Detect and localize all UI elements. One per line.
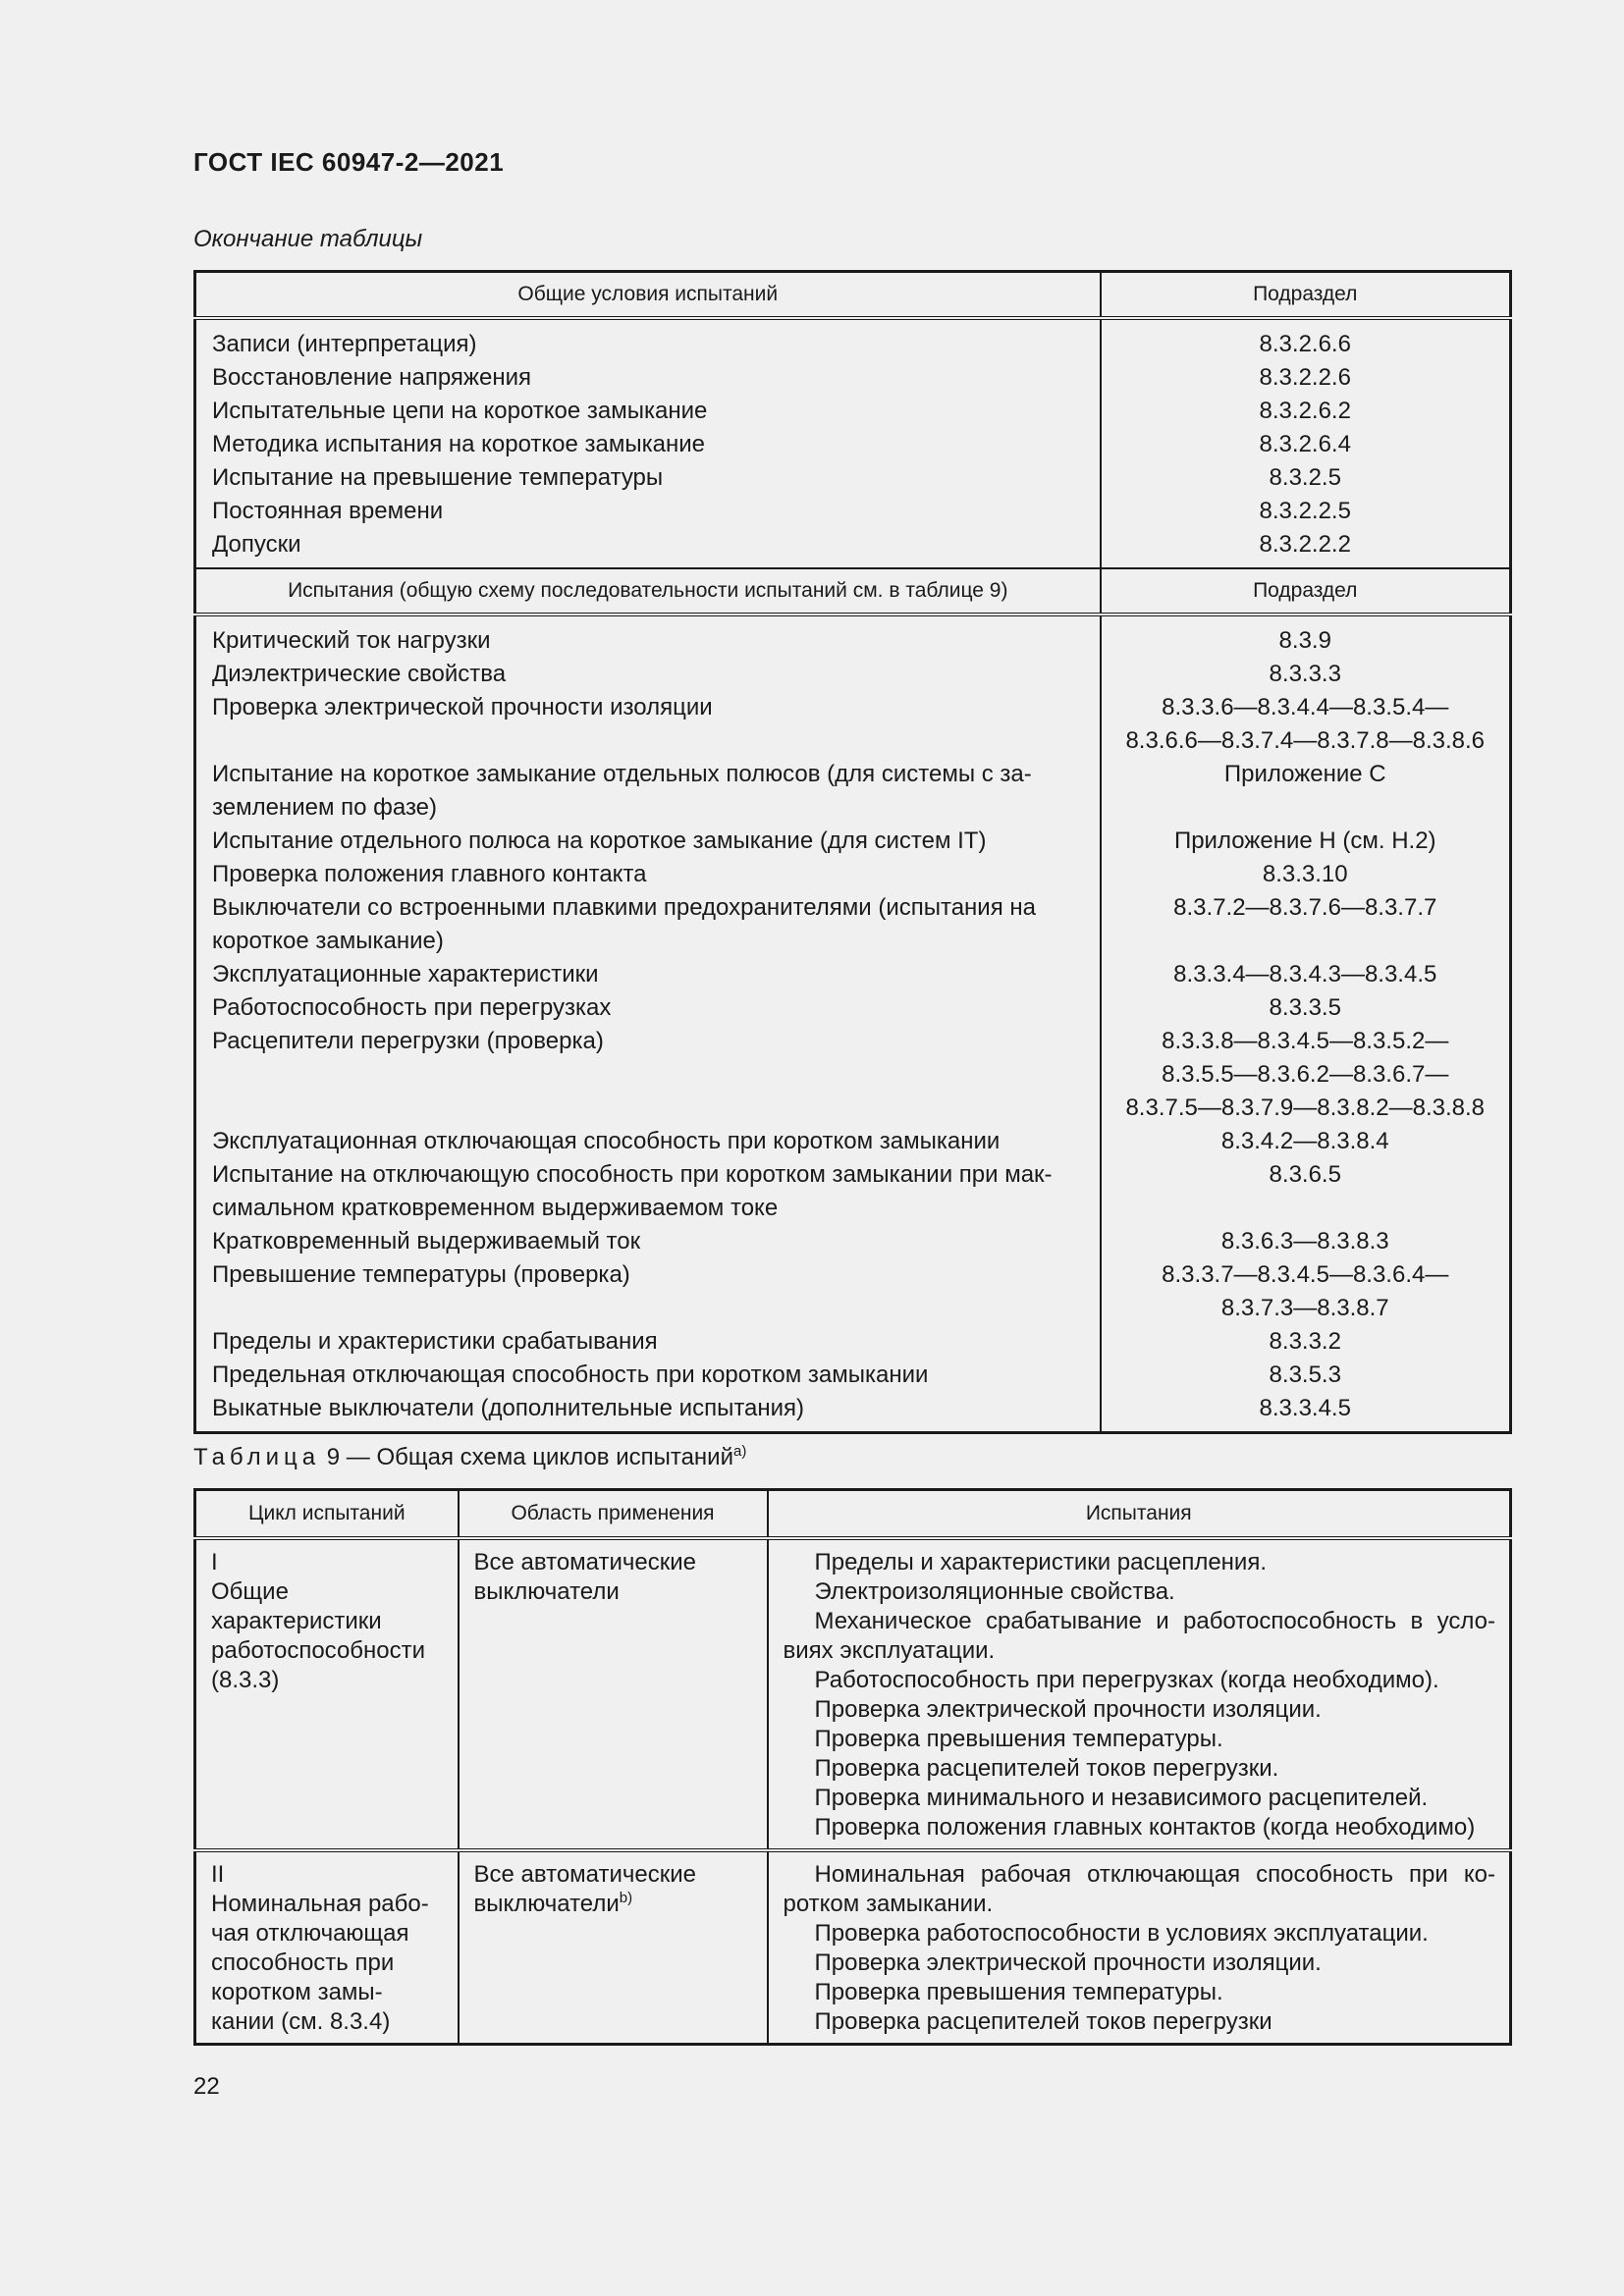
subsection-ref — [1101, 1025, 1511, 1125]
test-item: Проверка превышения температуры. — [814, 1726, 1223, 1752]
test-name — [195, 495, 1101, 528]
test-item: Проверка расцепителей токов перегрузки. — [814, 1755, 1279, 1782]
subsection-ref-line: 8.3.7.2—8.3.7.6—8.3.7.7 — [1173, 894, 1437, 921]
test-item: Проверка расцепителей токов перегрузки — [814, 2008, 1272, 2035]
subsection-ref-line: 8.3.6.5 — [1269, 1161, 1341, 1188]
test-name-line: Расцепители перегрузки (проверка) — [212, 1028, 604, 1054]
table-row — [195, 1359, 1511, 1392]
test-name — [195, 1258, 1101, 1325]
test-item: Проверка положения главных контактов (когда необходимо) — [814, 1814, 1476, 1841]
test-name — [195, 318, 1101, 361]
subsection-ref-line: Приложение Н (см. Н.2) — [1173, 828, 1436, 854]
cycle-line: способность при — [211, 1949, 395, 1976]
cycle-cell — [195, 1850, 459, 2045]
subsection-ref-line: 8.3.4.2—8.3.8.4 — [1220, 1128, 1389, 1154]
subsection-ref — [1101, 1359, 1511, 1392]
test-item: Проверка электрической прочности изоляции. — [814, 1949, 1322, 1976]
test-name-line: короткое замыкание) — [212, 928, 444, 954]
cycle-line: I — [211, 1549, 218, 1575]
test-name — [195, 395, 1101, 428]
cycle-cell — [195, 1538, 459, 1850]
subsection-ref-line: 8.3.2.5 — [1269, 464, 1341, 491]
cycle-line: коротком замы- — [211, 1979, 383, 2005]
table-row — [195, 1225, 1511, 1258]
subsection-ref — [1101, 991, 1511, 1025]
test-name-line: Кратковременный выдерживаемый ток — [212, 1228, 641, 1255]
test-name-line: Критический ток нагрузки — [212, 627, 491, 654]
test-name-line: Испытательные цепи на короткое замыкание — [212, 398, 708, 424]
test-item: Механическое срабатывание и работоспособность в усло- виях эксплуатации. — [783, 1608, 1495, 1664]
subsection-ref — [1101, 1325, 1511, 1359]
test-name — [195, 614, 1101, 658]
table-row — [195, 361, 1511, 395]
test-name-line: Превышение температуры (проверка) — [212, 1261, 630, 1288]
table-row — [195, 758, 1511, 825]
subsection-ref — [1101, 858, 1511, 891]
table-row — [195, 318, 1511, 361]
subsection-ref-line: 8.3.2.2.6 — [1259, 364, 1351, 391]
test-name — [195, 1325, 1101, 1359]
subsection-ref-line: 8.3.3.5 — [1269, 994, 1341, 1021]
table-row — [195, 1025, 1511, 1125]
subsection-ref — [1101, 528, 1511, 568]
subsection-ref — [1101, 495, 1511, 528]
subsection-ref — [1101, 825, 1511, 858]
cycle-row — [195, 1538, 1511, 1850]
scope-line — [474, 1548, 753, 1577]
test-name-line: Испытание на короткое замыкание отдельных полюсов (для системы с за- — [212, 761, 1032, 787]
scope-cell — [459, 1538, 768, 1850]
tests-cell — [768, 1538, 1511, 1850]
scope-text: выключатели — [473, 1891, 620, 1917]
table-row — [195, 825, 1511, 858]
table-row — [195, 1125, 1511, 1158]
test-name — [195, 428, 1101, 461]
cycle-line: чая отключающая — [211, 1920, 409, 1947]
test-name — [195, 1225, 1101, 1258]
scope-footnote: b) — [619, 1890, 633, 1906]
column-header-scope: Область применения — [459, 1490, 768, 1539]
test-name-line: Испытание на превышение температуры — [212, 464, 664, 491]
subsection-ref — [1101, 318, 1511, 361]
test-name-line: симальном кратковременном выдерживаемом токе — [212, 1195, 779, 1221]
cycle-line: работоспособности — [211, 1637, 426, 1664]
table-row — [195, 691, 1511, 758]
subsection-ref-line: 8.3.3.6—8.3.4.4—8.3.5.4— — [1162, 694, 1449, 721]
table-row — [195, 614, 1511, 658]
test-name-line: Выключатели со встроенными плавкими предохранителями (испытания на — [212, 894, 1036, 921]
test-name — [195, 1392, 1101, 1433]
subsection-ref-line: 8.3.2.6.2 — [1259, 398, 1351, 424]
tests-reference-table — [193, 270, 1512, 1434]
test-name-line: Работоспособность при перегрузках — [212, 994, 612, 1021]
subsection-ref-line: 8.3.3.7—8.3.4.5—8.3.6.4— — [1162, 1261, 1449, 1288]
table-row — [195, 658, 1511, 691]
test-item: Проверка работоспособности в условиях эксплуатации. — [814, 1920, 1429, 1947]
cycle-line: Номинальная рабо- — [211, 1891, 429, 1917]
subsection-ref-line: 8.3.6.3—8.3.8.3 — [1220, 1228, 1389, 1255]
table-row — [195, 1158, 1511, 1225]
table-row — [195, 528, 1511, 568]
subsection-ref-line: 8.3.3.4—8.3.4.3—8.3.4.5 — [1173, 961, 1437, 988]
test-name — [195, 758, 1101, 825]
table-row — [195, 461, 1511, 495]
test-cycles-table — [193, 1488, 1512, 2046]
subsection-ref — [1101, 658, 1511, 691]
subsection-ref — [1101, 395, 1511, 428]
test-name-line: Испытание отдельного полюса на короткое замыкание (для систем IT) — [212, 828, 987, 854]
subsection-ref-line: 8.3.3.10 — [1262, 861, 1348, 887]
test-name-line: Эксплуатационная отключающая способность при коротком замыкании — [212, 1128, 1001, 1154]
table-row — [195, 428, 1511, 461]
scope-line — [474, 1890, 753, 1919]
test-name — [195, 1158, 1101, 1225]
test-name — [195, 528, 1101, 568]
table-row — [195, 858, 1511, 891]
subsection-ref — [1101, 1225, 1511, 1258]
test-name-line: Допуски — [212, 531, 301, 558]
cycle-line: (8.3.3) — [211, 1667, 280, 1693]
subsection-ref-line: 8.3.5.3 — [1269, 1362, 1341, 1388]
subsection-ref-line: 8.3.6.6—8.3.7.4—8.3.7.8—8.3.8.6 — [1125, 727, 1486, 754]
subsection-ref-line: 8.3.7.5—8.3.7.9—8.3.8.2—8.3.8.8 — [1125, 1095, 1486, 1121]
subsection-ref-line: 8.3.7.3—8.3.8.7 — [1220, 1295, 1389, 1321]
scope-line — [474, 1577, 753, 1607]
test-name-line: Эксплуатационные характеристики — [212, 961, 599, 988]
table-9-caption-label: Таблица — [193, 1444, 321, 1470]
cycle-row — [195, 1850, 1511, 2045]
table-9-caption-footnote: а) — [732, 1443, 747, 1460]
test-name — [195, 858, 1101, 891]
subsection-ref-line: 8.3.2.6.4 — [1259, 431, 1351, 457]
test-name-line: Постоянная времени — [212, 498, 444, 524]
subsection-ref — [1101, 1158, 1511, 1225]
subsection-ref — [1101, 1125, 1511, 1158]
test-name-line: Проверка положения главного контакта — [212, 861, 647, 887]
subsection-ref-line: 8.3.3.8—8.3.4.5—8.3.5.2— — [1162, 1028, 1449, 1054]
column-header-subsection: Подраздел — [1101, 272, 1511, 319]
subsection-ref — [1101, 614, 1511, 658]
test-name-line: Методика испытания на короткое замыкание — [212, 431, 706, 457]
test-name — [195, 461, 1101, 495]
subsection-ref — [1101, 958, 1511, 991]
scope-cell — [459, 1850, 768, 2045]
test-name-line: Записи (интерпретация) — [212, 331, 477, 357]
table-row — [195, 991, 1511, 1025]
page-number: 22 — [193, 2073, 220, 2100]
subsection-ref — [1101, 758, 1511, 825]
test-name-line: Проверка электрической прочности изоляции — [212, 694, 713, 721]
table-row — [195, 495, 1511, 528]
subsection-ref-line: 8.3.2.2.5 — [1259, 498, 1351, 524]
subsection-ref-line: Приложение С — [1223, 761, 1386, 787]
subsection-ref — [1101, 891, 1511, 958]
test-name — [195, 891, 1101, 958]
test-name-line: Пределы и храктеристики срабатывания — [212, 1328, 658, 1355]
column-header-cycle: Цикл испытаний — [195, 1490, 459, 1539]
column-header-test-list: Испытания — [768, 1490, 1511, 1539]
subsection-ref — [1101, 461, 1511, 495]
cycle-line: Общие — [211, 1578, 289, 1605]
cycle-line: кании (см. 8.3.4) — [211, 2008, 391, 2035]
table-9-caption-text: 9 — Общая схема циклов испытаний — [326, 1444, 733, 1470]
test-name — [195, 691, 1101, 758]
test-item: Пределы и характеристики расцепления. — [814, 1549, 1267, 1575]
table-9-caption — [193, 1443, 746, 1471]
scope-text: Все автоматические — [473, 1861, 696, 1888]
test-name — [195, 1125, 1101, 1158]
test-name-line: Восстановление напряжения — [212, 364, 531, 391]
table-row — [195, 891, 1511, 958]
test-name — [195, 991, 1101, 1025]
test-name — [195, 361, 1101, 395]
test-item: Проверка электрической прочности изоляции. — [814, 1696, 1322, 1723]
table-row — [195, 395, 1511, 428]
subsection-ref — [1101, 361, 1511, 395]
column-header-tests: Испытания (общую схему последовательности испытаний см. в таблице 9) — [195, 568, 1101, 614]
test-name-line: Испытание на отключающую способность при коротком замыкании при мак- — [212, 1161, 1053, 1188]
test-name-line: землением по фазе) — [212, 794, 438, 821]
subsection-ref — [1101, 428, 1511, 461]
subsection-ref-line: 8.3.3.4.5 — [1259, 1395, 1351, 1421]
general-conditions-rows — [195, 318, 1511, 568]
test-item: Работоспособность при перегрузках (когда необходимо). — [814, 1667, 1439, 1693]
subsection-ref — [1101, 1392, 1511, 1433]
test-name — [195, 1359, 1101, 1392]
test-name-line: Предельная отключающая способность при коротком замыкании — [212, 1362, 929, 1388]
subsection-ref — [1101, 691, 1511, 758]
column-header-subsection-2: Подраздел — [1101, 568, 1511, 614]
tests-cell — [768, 1850, 1511, 2045]
subsection-ref-line: 8.3.2.6.6 — [1259, 331, 1351, 357]
table-row — [195, 1325, 1511, 1359]
table-row — [195, 958, 1511, 991]
column-header-general-conditions: Общие условия испытаний — [195, 272, 1101, 319]
cycle-line: характеристики — [211, 1608, 382, 1634]
table-row — [195, 1392, 1511, 1433]
test-item: Номинальная рабочая отключающая способность при ко- ротком замыкании. — [783, 1861, 1495, 1917]
test-name — [195, 1025, 1101, 1125]
test-name — [195, 825, 1101, 858]
scope-line — [474, 1860, 753, 1890]
document-header: ГОСТ IEC 60947-2—2021 — [193, 147, 505, 177]
table-row — [195, 1258, 1511, 1325]
subsection-ref-line: 8.3.3.2 — [1269, 1328, 1341, 1355]
test-item: Проверка минимального и независимого расцепителей. — [814, 1785, 1429, 1811]
test-item: Электроизоляционные свойства. — [814, 1578, 1175, 1605]
test-name-line: Выкатные выключатели (дополнительные испытания) — [212, 1395, 805, 1421]
test-item: Проверка превышения температуры. — [814, 1979, 1223, 2005]
subsection-ref-line: 8.3.9 — [1278, 627, 1331, 654]
scope-text: выключатели — [473, 1578, 620, 1605]
test-name — [195, 658, 1101, 691]
scope-text: Все автоматические — [473, 1549, 696, 1575]
cycle-line: II — [211, 1861, 225, 1888]
table-continuation-label: Окончание таблицы — [193, 226, 423, 252]
test-name — [195, 958, 1101, 991]
subsection-ref-line: 8.3.3.3 — [1269, 661, 1341, 687]
subsection-ref — [1101, 1258, 1511, 1325]
tests-rows — [195, 614, 1511, 1433]
test-name-line: Диэлектрические свойства — [212, 661, 507, 687]
subsection-ref-line: 8.3.2.2.2 — [1259, 531, 1351, 558]
subsection-ref-line: 8.3.5.5—8.3.6.2—8.3.6.7— — [1162, 1061, 1449, 1088]
